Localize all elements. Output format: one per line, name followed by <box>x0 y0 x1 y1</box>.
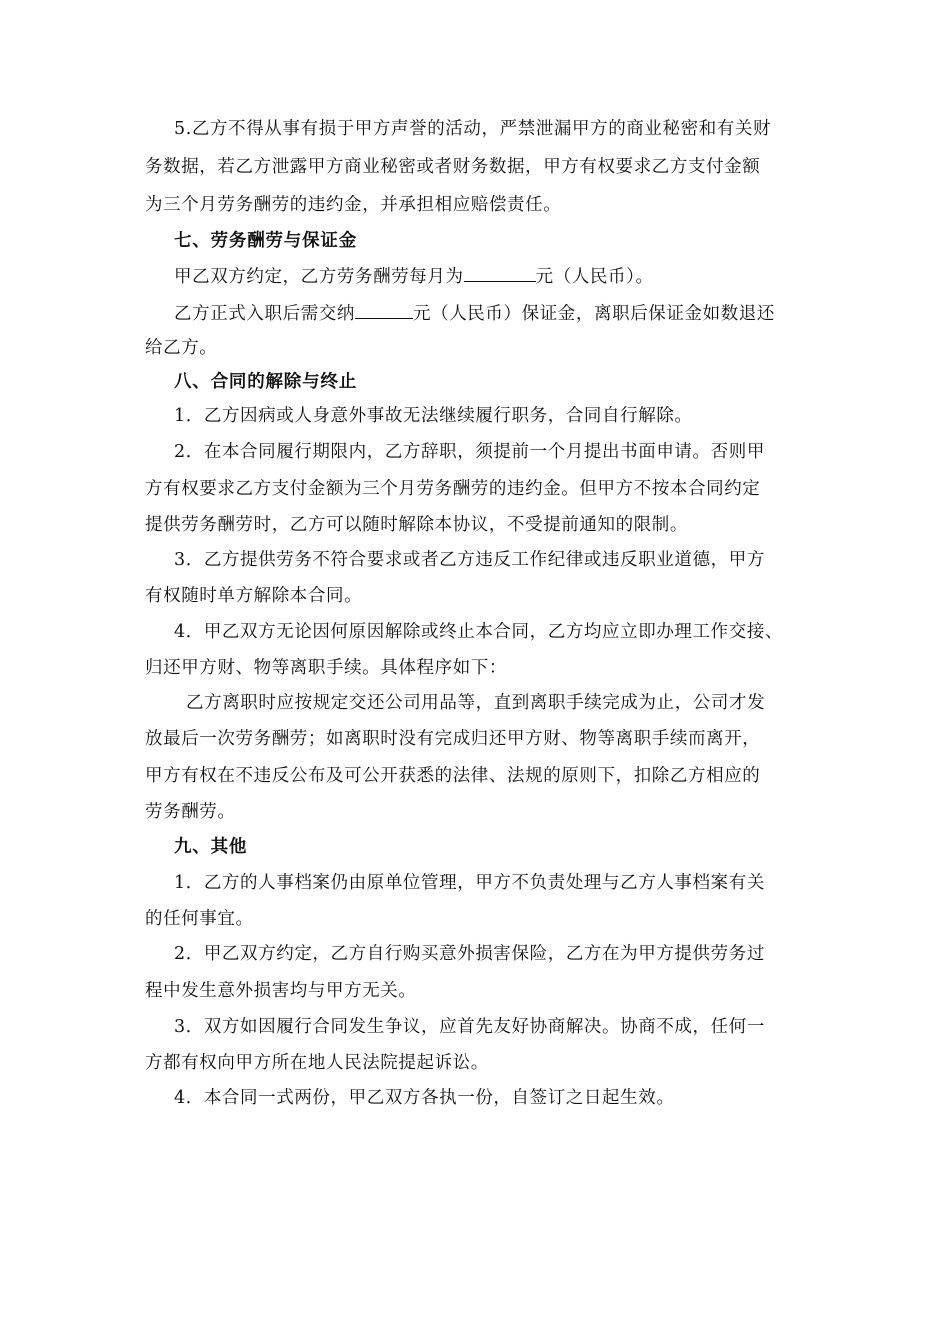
paragraph-line: 2．甲乙双方约定，乙方自行购买意外损害保险，乙方在为甲方提供劳务过 <box>174 944 765 964</box>
paragraph-line: 4．本合同一式两份，甲乙双方各执一份，自签订之日起生效。 <box>174 1088 675 1108</box>
paragraph-line: 4．甲乙双方无论因何原因解除或终止本合同，乙方均应立即办理工作交接、 <box>174 622 784 642</box>
section-heading-7: 七、劳务酬劳与保证金 <box>174 231 357 251</box>
section-heading-8: 八、合同的解除与终止 <box>174 372 357 392</box>
paragraph-line: 乙方离职时应按规定交还公司用品等，直到离职手续完成为止，公司才发 <box>186 693 766 713</box>
paragraph-line: 提供劳务酬劳时，乙方可以随时解除本协议，不受提前通知的限制。 <box>145 515 688 535</box>
paragraph-line: 务数据，若乙方泄露甲方商业秘密或者财务数据，甲方有权要求乙方支付金额 <box>145 157 761 177</box>
pay-amount-blank <box>464 263 536 282</box>
paragraph-line: 1．乙方的人事档案仍由原单位管理，甲方不负责处理与乙方人事档案有关 <box>174 873 765 893</box>
paragraph-line: 劳务酬劳。 <box>145 802 236 822</box>
section-heading-9: 九、其他 <box>174 837 248 857</box>
deposit-amount-blank <box>355 300 413 319</box>
paragraph-line: 甲方有权在不违反公布及可公开获悉的法律、法规的原则下，扣除乙方相应的 <box>145 766 761 786</box>
paragraph-line: 2．在本合同履行期限内，乙方辞职，须提前一个月提出书面申请。否则甲 <box>174 442 765 462</box>
paragraph-line: 为三个月劳务酬劳的违约金，并承担相应赔偿责任。 <box>145 195 562 215</box>
pay-suffix: 元（人民币）。 <box>535 267 654 287</box>
pay-clause <box>174 263 654 289</box>
deposit-clause <box>174 300 775 326</box>
paragraph-line: 给乙方。 <box>145 338 218 358</box>
paragraph-line: 方都有权向甲方所在地人民法院提起诉讼。 <box>145 1053 489 1073</box>
pay-prefix: 甲乙双方约定，乙方劳务酬劳每月为 <box>174 267 464 287</box>
paragraph-line: 方有权要求乙方支付金额为三个月劳务酬劳的违约金。但甲方不按本合同约定 <box>145 479 761 499</box>
paragraph-line: 5.乙方不得从事有损于甲方声誉的活动，严禁泄漏甲方的商业秘密和有关财 <box>174 119 772 139</box>
paragraph-line: 的任何事宜。 <box>145 909 254 929</box>
paragraph-line: 有权随时单方解除本合同。 <box>145 586 363 606</box>
paragraph-line: 3．双方如因履行合同发生争议，应首先友好协商解决。协商不成，任何一 <box>174 1017 765 1037</box>
deposit-prefix: 乙方正式入职后需交纳 <box>174 304 355 324</box>
paragraph-line: 放最后一次劳务酬劳；如离职时没有完成归还甲方财、物等离职手续而离开， <box>145 729 761 749</box>
paragraph-line: 归还甲方财、物等离职手续。具体程序如下： <box>145 658 507 678</box>
deposit-suffix: 元（人民币）保证金，离职后保证金如数退还 <box>413 304 775 324</box>
paragraph-line: 3．乙方提供劳务不符合要求或者乙方违反工作纪律或违反职业道德，甲方 <box>174 550 765 570</box>
paragraph-line: 程中发生意外损害均与甲方无关。 <box>145 981 417 1001</box>
paragraph-line: 1．乙方因病或人身意外事故无法继续履行职务，合同自行解除。 <box>174 406 693 426</box>
